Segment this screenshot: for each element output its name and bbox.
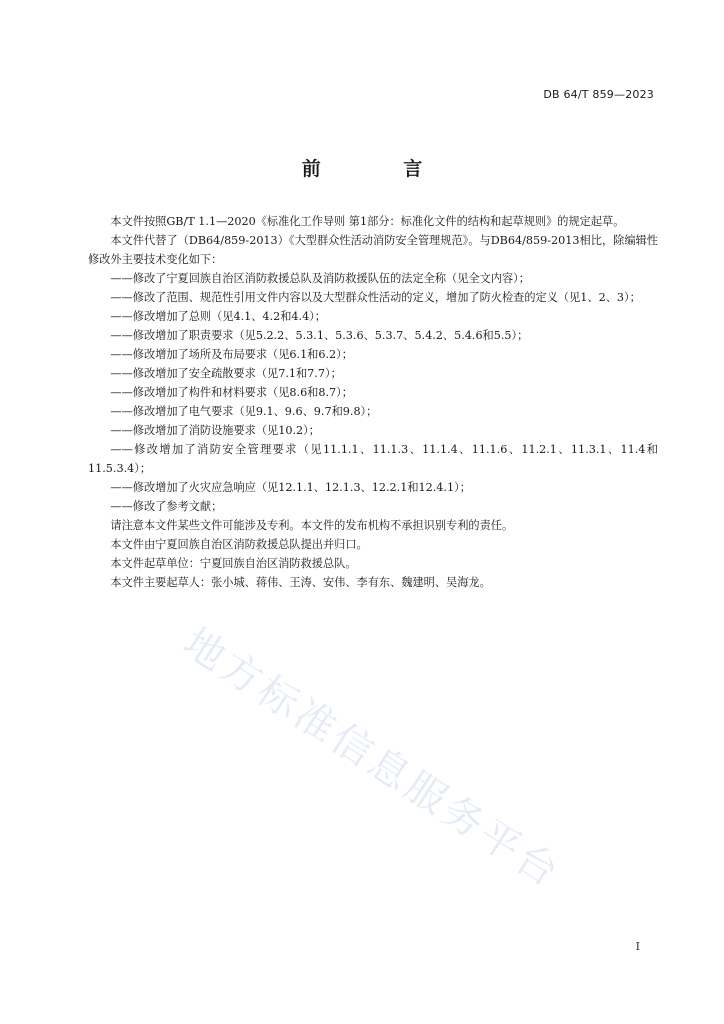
change-item: ——修改增加了总则（见4.1、4.2和4.4）；	[110, 310, 326, 323]
change-item: ——修改了宁夏回族自治区消防救援总队及消防救援队伍的法定全称（见全文内容）；	[110, 272, 530, 285]
change-item: ——修改增加了消防安全管理要求（见11.1.1、11.1.3、11.1.4、11.1.6、11.2.1、11.3.1、11.4和11.5.3.4）；	[88, 443, 658, 475]
change-item: ——修改增加了安全疏散要求（见7.1和7.7）；	[110, 367, 342, 380]
change-item: ——修改增加了职责要求（见5.2.2、5.3.1、5.3.6、5.3.7、5.4.2、5.4.6和5.5）；	[110, 329, 529, 342]
foreword-body	[88, 212, 658, 592]
paragraph-patent-notice: 请注意本文件某些文件可能涉及专利。本文件的发布机构不承担识别专利的责任。	[110, 519, 514, 532]
change-item: ——修改增加了电气要求（见9.1、9.6、9.7和9.8）；	[110, 405, 378, 418]
paragraph-proposer: 本文件由宁夏回族自治区消防救援总队提出并归口。	[110, 538, 368, 551]
change-item: ——修改增加了场所及布局要求（见6.1和6.2）；	[110, 348, 353, 361]
change-item: ——修改了参考文献；	[110, 500, 223, 513]
paragraph-drafting-unit: 本文件起草单位：宁夏回族自治区消防救援总队。	[110, 557, 357, 570]
paragraph-standard-basis: 本文件按照GB/T 1.1—2020《标准化工作导则 第1部分：标准化文件的结构和起草规则》的规定起草。	[110, 215, 625, 228]
page-number: I	[635, 940, 640, 953]
change-item: ——修改增加了消防设施要求（见10.2）；	[110, 424, 320, 437]
paragraph-replacement: 本文件代替了（DB64/859-2013）《大型群众性活动消防安全管理规范》。与DB64/859-2013相比，除编辑性修改外主要技术变化如下：	[88, 234, 658, 266]
document-code: DB 64/T 859—2023	[543, 88, 654, 101]
change-item: ——修改增加了火灾应急响应（见12.1.1、12.1.3、12.2.1和12.4.1）；	[110, 481, 471, 494]
change-item: ——修改了范围、规范性引用文件内容以及大型群众性活动的定义，增加了防火检查的定义（见1、2、3）；	[110, 291, 641, 304]
watermark: 地方标准信息服务平台	[175, 619, 570, 898]
paragraph-drafters: 本文件主要起草人：张小城、蒋伟、王涛、安伟、李有东、魏建明、吴海龙。	[110, 576, 491, 589]
page-title: 前 言	[301, 158, 461, 180]
change-item: ——修改增加了构件和材料要求（见8.6和8.7）；	[110, 386, 353, 399]
